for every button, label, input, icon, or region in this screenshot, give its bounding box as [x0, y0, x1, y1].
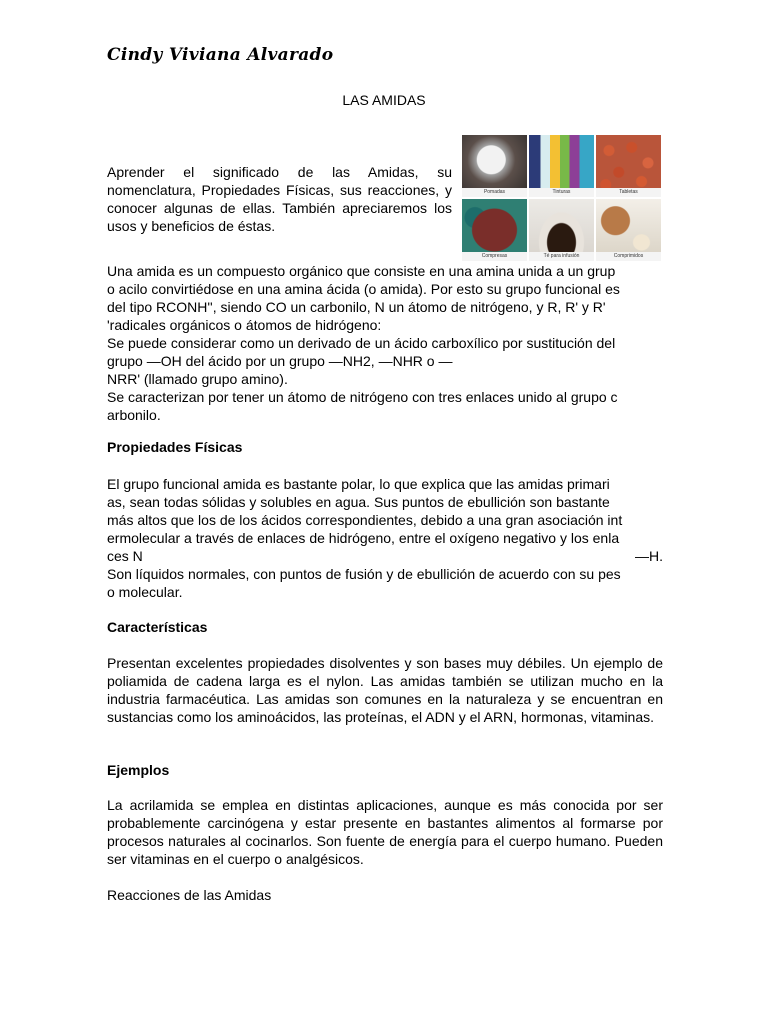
heading-propiedades-fisicas: Propiedades Físicas: [107, 439, 243, 455]
text-line: o molecular.: [107, 584, 183, 600]
author-name: Cindy Viviana Alvarado: [107, 45, 334, 65]
tile-caption: Té para infusión: [529, 252, 594, 261]
reactions-heading-text: Reacciones de las Amidas: [107, 887, 272, 903]
image-tile-te: [529, 199, 594, 261]
tile-caption: Comprimidos: [596, 252, 661, 261]
text-line: arbonilo.: [107, 407, 161, 423]
text-line: del tipo RCONH'', siendo CO un carbonilo, N un átomo de nitrógeno, y R, R' y R': [107, 299, 606, 315]
text-line: NRR' (llamado grupo amino).: [107, 371, 288, 387]
physical-properties-paragraph: [107, 475, 663, 601]
text-line: más altos que los de los ácidos correspondientes, debido a una gran asociación int: [107, 512, 623, 528]
definition-paragraph: [107, 262, 663, 424]
characteristics-paragraph: Presentan excelentes propiedades disolventes y son bases muy débiles. Un ejemplo de poliamida de cadena larga es el nylon. Las amidas también se utilizan mucho en la industria farmacéutica. Las amidas son comunes en la naturaleza y se encuentran en sustancias como los aminoácidos, las proteínas, el ADN y el ARN, hormonas, vitaminas.: [107, 655, 663, 725]
heading-caracteristicas: Características: [107, 619, 208, 635]
text-line: Una amida es un compuesto orgánico que consiste en una amina unida a un grup: [107, 263, 616, 279]
heading-ejemplos: Ejemplos: [107, 762, 170, 778]
text-line: as, sean todas sólidas y solubles en agua. Sus puntos de ebullición son bastante: [107, 494, 610, 510]
text-fragment: ces N: [107, 548, 143, 564]
pharmaceutical-products-image: [462, 135, 661, 261]
text-line: Son líquidos normales, con puntos de fusión y de ebullición de acuerdo con su pes: [107, 566, 621, 582]
text-fragment: —H.: [635, 548, 663, 564]
text-line: Se puede considerar como un derivado de un ácido carboxílico por sustitución del: [107, 335, 616, 351]
split-text-line: [107, 547, 663, 565]
text-line: ermolecular a través de enlaces de hidrógeno, entre el oxígeno negativo y los enla: [107, 530, 620, 546]
tile-caption: Tinturas: [529, 188, 594, 197]
text-line: grupo —OH del ácido por un grupo —NH2, —NHR o —: [107, 353, 453, 369]
image-tile-tabletas: [596, 135, 661, 197]
text-line: 'radicales orgánicos o átomos de hidrógeno:: [107, 317, 382, 333]
examples-paragraph: La acrilamida se emplea en distintas aplicaciones, aunque es más conocida por ser probablemente carcinógena y estar presente en bastantes alimentos al formarse por procesos naturales al cocinarlos. Son fuente de energía para el cuerpo humano. Pueden ser vitaminas en el cuerpo o analgésicos.: [107, 797, 663, 867]
tile-caption: Tabletas: [596, 188, 661, 197]
intro-paragraph: Aprender el significado de las Amidas, su nomenclatura, Propiedades Físicas, sus reacciones, y conocer algunas de ellas. También apreciaremos los usos y beneficios de éstas.: [107, 164, 452, 234]
document-title: LAS AMIDAS: [342, 92, 426, 108]
image-tile-compresas: [462, 199, 527, 261]
text-line: Se caracterizan por tener un átomo de nitrógeno con tres enlaces unido al grupo c: [107, 389, 618, 405]
image-tile-pomadas: [462, 135, 527, 197]
tile-caption: Pomadas: [462, 188, 527, 197]
text-line: o acilo convirtiédose en una amina ácida (o amida). Por esto su grupo funcional es: [107, 281, 620, 297]
tile-caption: Compresas: [462, 252, 527, 261]
text-line: El grupo funcional amida es bastante polar, lo que explica que las amidas primari: [107, 476, 610, 492]
image-tile-tinturas: [529, 135, 594, 197]
image-tile-comprimidos: [596, 199, 661, 261]
